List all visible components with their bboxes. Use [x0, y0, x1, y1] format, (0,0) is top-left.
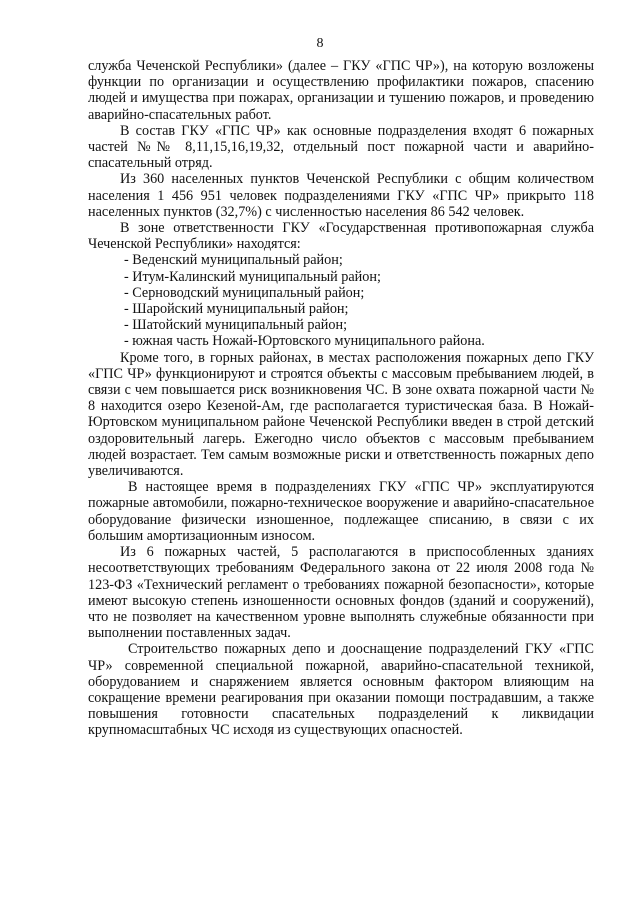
list-item: - Итум-Калинский муниципальный район;	[124, 268, 381, 285]
list-item: - Шатойский муниципальный район;	[124, 317, 348, 334]
list-item: - Шаройский муниципальный район;	[124, 301, 349, 318]
list-item: - Серноводский муниципальный район;	[124, 284, 365, 301]
paragraph-construction: Строительство пожарных депо и дооснащение подразделений ГКУ «ГПС ЧР» современной специальной пожарной, аварийно-спасательной техникой, оборудованием и снаряжением является основным фактором влияющим на сокращение времени реагирования при оказании помощи пострадавшим, а также повышения готовности спасательных подразделений к ликвидации крупномасштабных ЧС исходя из существующих опасностей.	[88, 641, 594, 739]
paragraph-responsibility-zone: В зоне ответственности ГКУ «Государственная противопожарная служба Чеченской Республики» находятся:	[88, 220, 594, 253]
paragraph-coverage: Из 360 населенных пунктов Чеченской Республики с общим количеством населения 1 456 951 человек подразделениями ГКУ «ГПС ЧР» прикрыто 118 населенных пунктов (32,7%) с численностью населения 86 542 человек.	[88, 171, 594, 220]
paragraph-buildings: Из 6 пожарных частей, 5 располагаются в приспособленных зданиях несоответствующих требованиям Федерального закона от 22 июля 2008 года № 123-ФЗ «Технический регламент о требованиях пожарной безопасности», которые имеют высокую степень изношенности основных фондов (зданий и сооружений), что не позволяет на качественном уровне выполнять служебные обязанности при выполнении поставленных задач.	[88, 544, 594, 642]
paragraph-intro-continuation: служба Чеченской Республики» (далее – ГКУ «ГПС ЧР»), на которую возложены функции по организации и осуществлению профилактики пожаров, спасению людей и имущества при пожарах, организации и тушению пожаров, и проведению аварийно-спасательных работ.	[88, 58, 594, 123]
list-item: - южная часть Ножай-Юртовского муниципального района.	[124, 333, 485, 350]
paragraph-equipment-wear: В настоящее время в подразделениях ГКУ «ГПС ЧР» эксплуатируются пожарные автомобили, пожарно-техническое вооружение и аварийно-спасательное оборудование физически изношенное, подлежащее списанию, в связи с их большим амортизационным износом.	[88, 479, 594, 544]
document-body	[88, 58, 594, 739]
district-list	[88, 252, 594, 349]
paragraph-structure: В состав ГКУ «ГПС ЧР» как основные подразделения входят 6 пожарных частей №№ 8,11,15,16,19,32, отдельный пост пожарной части и аварийно-спасательный отряд.	[88, 122, 594, 172]
paragraph-mountain-risks: Кроме того, в горных районах, в местах расположения пожарных депо ГКУ «ГПС ЧР» функционируют и строятся объекты с массовым пребыванием людей, в связи с чем повышается риск возникновения ЧС. В зоне охвата пожарной части № 8 находится озеро Кезеной-Ам, где располагается туристическая база. В Ножай-Юртовском муниципальном районе Чеченской Республики введен в строй детский оздоровительный лагерь. Ежегодно число объектов с массовым пребыванием людей возрастает. Тем самым возможные риски и ответственность пожарных депо увеличиваются.	[88, 349, 594, 480]
list-item: - Веденский муниципальный район;	[124, 252, 343, 269]
page-number: 8	[316, 36, 324, 51]
